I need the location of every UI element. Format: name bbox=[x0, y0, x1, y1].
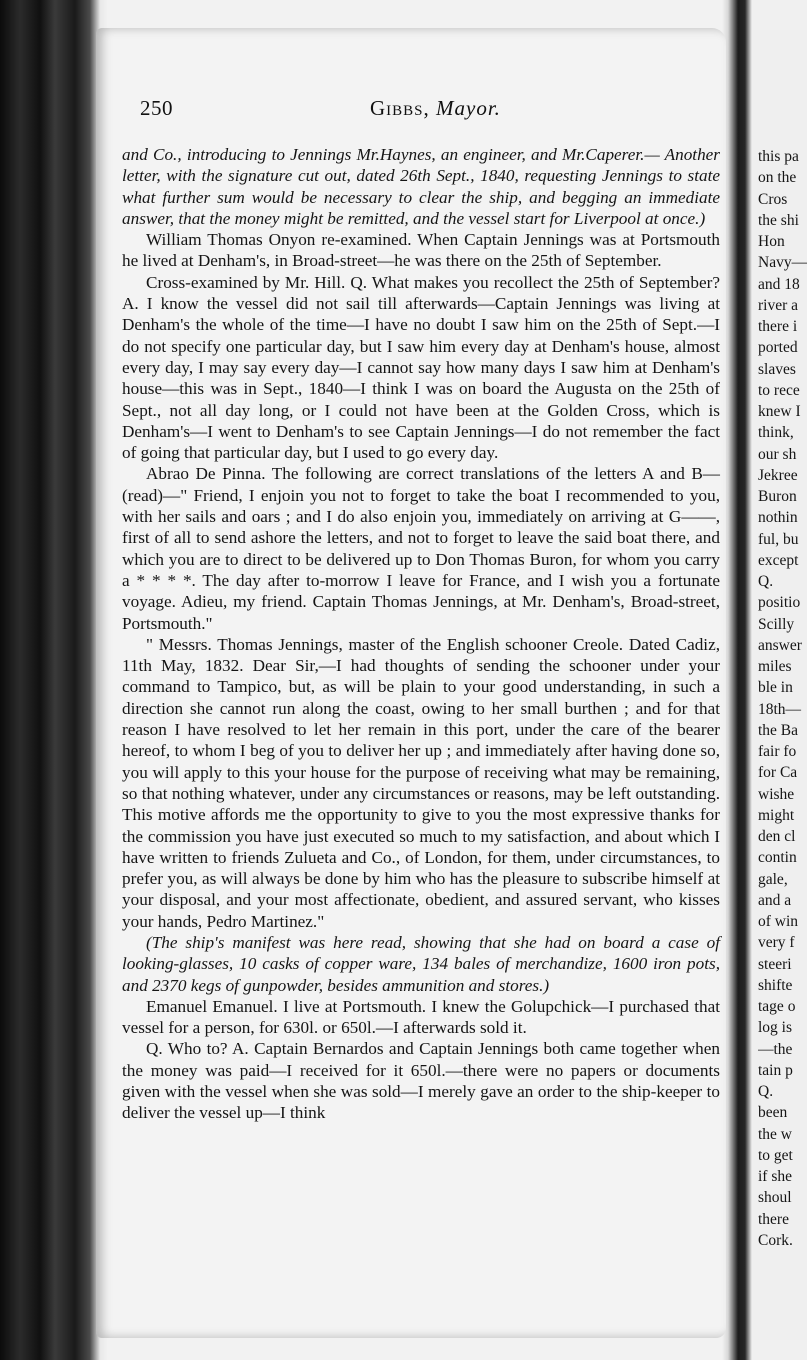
running-head: Gibbs, Mayor. bbox=[370, 96, 501, 120]
right-page-line: the w bbox=[758, 1125, 793, 1143]
right-page-line: shifte bbox=[758, 976, 793, 994]
right-page-line: gale, bbox=[758, 870, 788, 888]
right-page-line: river a bbox=[758, 296, 799, 314]
right-page-line: might bbox=[758, 806, 795, 824]
right-page-line: Q. bbox=[758, 573, 774, 590]
right-page-line: tage o bbox=[758, 998, 796, 1015]
right-page-line: fair fo bbox=[758, 743, 797, 760]
right-page-line: miles bbox=[758, 658, 792, 675]
right-page-line: contin bbox=[758, 849, 797, 867]
right-page-line: ble in bbox=[758, 679, 793, 697]
right-page-line: knew I bbox=[758, 403, 801, 420]
right-page-line: positio bbox=[758, 594, 801, 612]
right-page-line: Navy— bbox=[758, 254, 807, 272]
paragraph: William Thomas Onyon re-examined. When Captain Jennings was at Portsmouth he lived at Denham's, in Broad-street—he was there on the 25th of September. bbox=[122, 230, 720, 271]
right-page-line: 18th— bbox=[758, 700, 802, 718]
right-page-line: ful, bu bbox=[758, 530, 799, 548]
right-page-line: Cork. bbox=[758, 1231, 793, 1249]
right-page-line: and 18 bbox=[758, 275, 800, 293]
body-text bbox=[122, 144, 720, 1124]
right-page-line: Cros bbox=[758, 190, 788, 208]
paragraph: " Messrs. Thomas Jennings, master of the English schooner Creole. Dated Cadiz, 11th May, 1832. Dear Sir,—I had thoughts of sending the schooner under your command to Tampico, but, as will be plain to your good understanding, in such a direction she cannot run along the coast, owing to her small burthen ; and for that reason I have resolved to let her remain in this port, under the care of the bearer hereof, to whom I beg of you to deliver her up ; and immediately after having done so, you will apply to this your house for the purpose of receiving what may be remaining, so that nothing whatever, under any circumstances or reasons, may be left outstanding. This motive affords me the opportunity to give to you the most expressive thanks for the commission you have just executed so much to my satisfaction, and about which I have written to friends Zulueta and Co., of London, for them, under circumstances, to prefer you, as will always be done by him who has the pleasure to subscribe himself at your disposal, and your most affectionate, obedient, and assured servant, who kisses your hands, Pedro Martinez." bbox=[122, 634, 720, 931]
right-page-line: shoul bbox=[758, 1189, 792, 1207]
right-page-line: if she bbox=[758, 1168, 793, 1185]
right-page-line: except bbox=[758, 551, 799, 569]
right-page-line: for Ca bbox=[758, 764, 798, 782]
paragraph: (The ship's manifest was here read, showing that she had on board a case of looking-glasses, 10 casks of copper ware, 134 bales of merchandize, 1600 iron pots, and 2370 kegs of gunpowder, besides ammunition and stores.) bbox=[122, 932, 720, 995]
paragraph: Q. Who to? A. Captain Bernardos and Captain Jennings both came together when the money was paid—I received for it 650l.—there were no papers or documents given with the vessel when she was sold—I merely gave an order to the ship-keeper to deliver the vessel up—I think bbox=[122, 1039, 720, 1123]
right-page-line: been bbox=[758, 1104, 788, 1122]
right-page-line: to rece bbox=[758, 381, 800, 399]
right-page-line: on the bbox=[758, 169, 797, 187]
page-header bbox=[140, 96, 720, 126]
right-page-line: log is bbox=[758, 1019, 793, 1037]
right-page-line: Scilly bbox=[758, 615, 795, 633]
right-page-line: there bbox=[758, 1210, 789, 1228]
paragraph: Abrao De Pinna. The following are correct translations of the letters A and B—(read)—" Friend, I enjoin you not to forget to take the boat I recommended to you, with her sails and oars ; and I do also enjoin you, immediately on arriving at G——, first of all to send ashore the letters, and not to forget to leave the said boat there, and which you are to direct to be delivered up to Don Thomas Buron, for whom you carry a * * * *. The day after to-morrow I leave for France, and I wish you a fortunate voyage. Adieu, my friend. Captain Thomas Jennings, at Mr. Denham's, Broad-street, Portsmouth." bbox=[122, 464, 720, 633]
page-number: 250 bbox=[140, 96, 173, 120]
right-page-line: Q. bbox=[758, 1083, 774, 1100]
right-page-text-fragments bbox=[758, 146, 807, 1251]
right-page-line: slaves bbox=[758, 360, 796, 378]
right-page-line: the shi bbox=[758, 211, 799, 229]
right-page-line: —the bbox=[758, 1040, 793, 1058]
right-page-line: this pa bbox=[758, 148, 799, 165]
right-page-line: steeri bbox=[758, 955, 792, 973]
right-page-line: Hon bbox=[758, 233, 785, 250]
right-page-line: Jekree bbox=[758, 466, 798, 484]
right-page-line: our sh bbox=[758, 445, 797, 463]
paragraph: Cross-examined by Mr. Hill. Q. What makes you recollect the 25th of September? A. I know the vessel did not sail till afterwards—Captain Jennings was living at Denham's the whole of the time—I have no doubt I saw him on the 25th of Sept.—I do not specify one particular day, but I saw him every day at Denham's house, almost every day, I may say every day—I cannot say how many days I saw him at Denham's house—this was in Sept., 1840—I think I was on board the Augusta on the 25th of Sept., not all day long, or I could not have been at the Golden Cross, which is Denham's—I went to Denham's to see Captain Jennings—I do not remember the fact of going that particular day, but I used to go every day. bbox=[122, 272, 720, 463]
right-page-line: ported bbox=[758, 339, 798, 357]
right-page-line: there i bbox=[758, 318, 798, 335]
right-page-line: the Ba bbox=[758, 721, 799, 739]
paragraph: Emanuel Emanuel. I live at Portsmouth. I knew the Golupchick—I purchased that vessel for a person, for 630l. or 650l.—I afterwards sold it. bbox=[122, 996, 720, 1038]
paragraph: and Co., introducing to Jennings Mr.Haynes, an engineer, and Mr.Caperer.— Another letter, with the signature cut out, dated 26th Sept., 1840, requesting Jennings to state what further sum would be necessary to clear the ship, and begging an immediate answer, that the money might be remitted, and the vessel start for Liverpool at once.) bbox=[122, 145, 720, 228]
right-page-line: tain p bbox=[758, 1061, 793, 1079]
right-page-line: of win bbox=[758, 913, 799, 930]
right-page-line: and a bbox=[758, 891, 792, 909]
right-page-line: very f bbox=[758, 934, 795, 952]
right-page-line: wishe bbox=[758, 785, 795, 803]
right-page-line: answer bbox=[758, 636, 802, 654]
right-page-line: nothin bbox=[758, 509, 798, 527]
right-page-line: Buron bbox=[758, 488, 797, 505]
right-page-line: to get bbox=[758, 1146, 793, 1164]
right-page-line: think, bbox=[758, 424, 794, 442]
right-page-line: den cl bbox=[758, 828, 796, 845]
